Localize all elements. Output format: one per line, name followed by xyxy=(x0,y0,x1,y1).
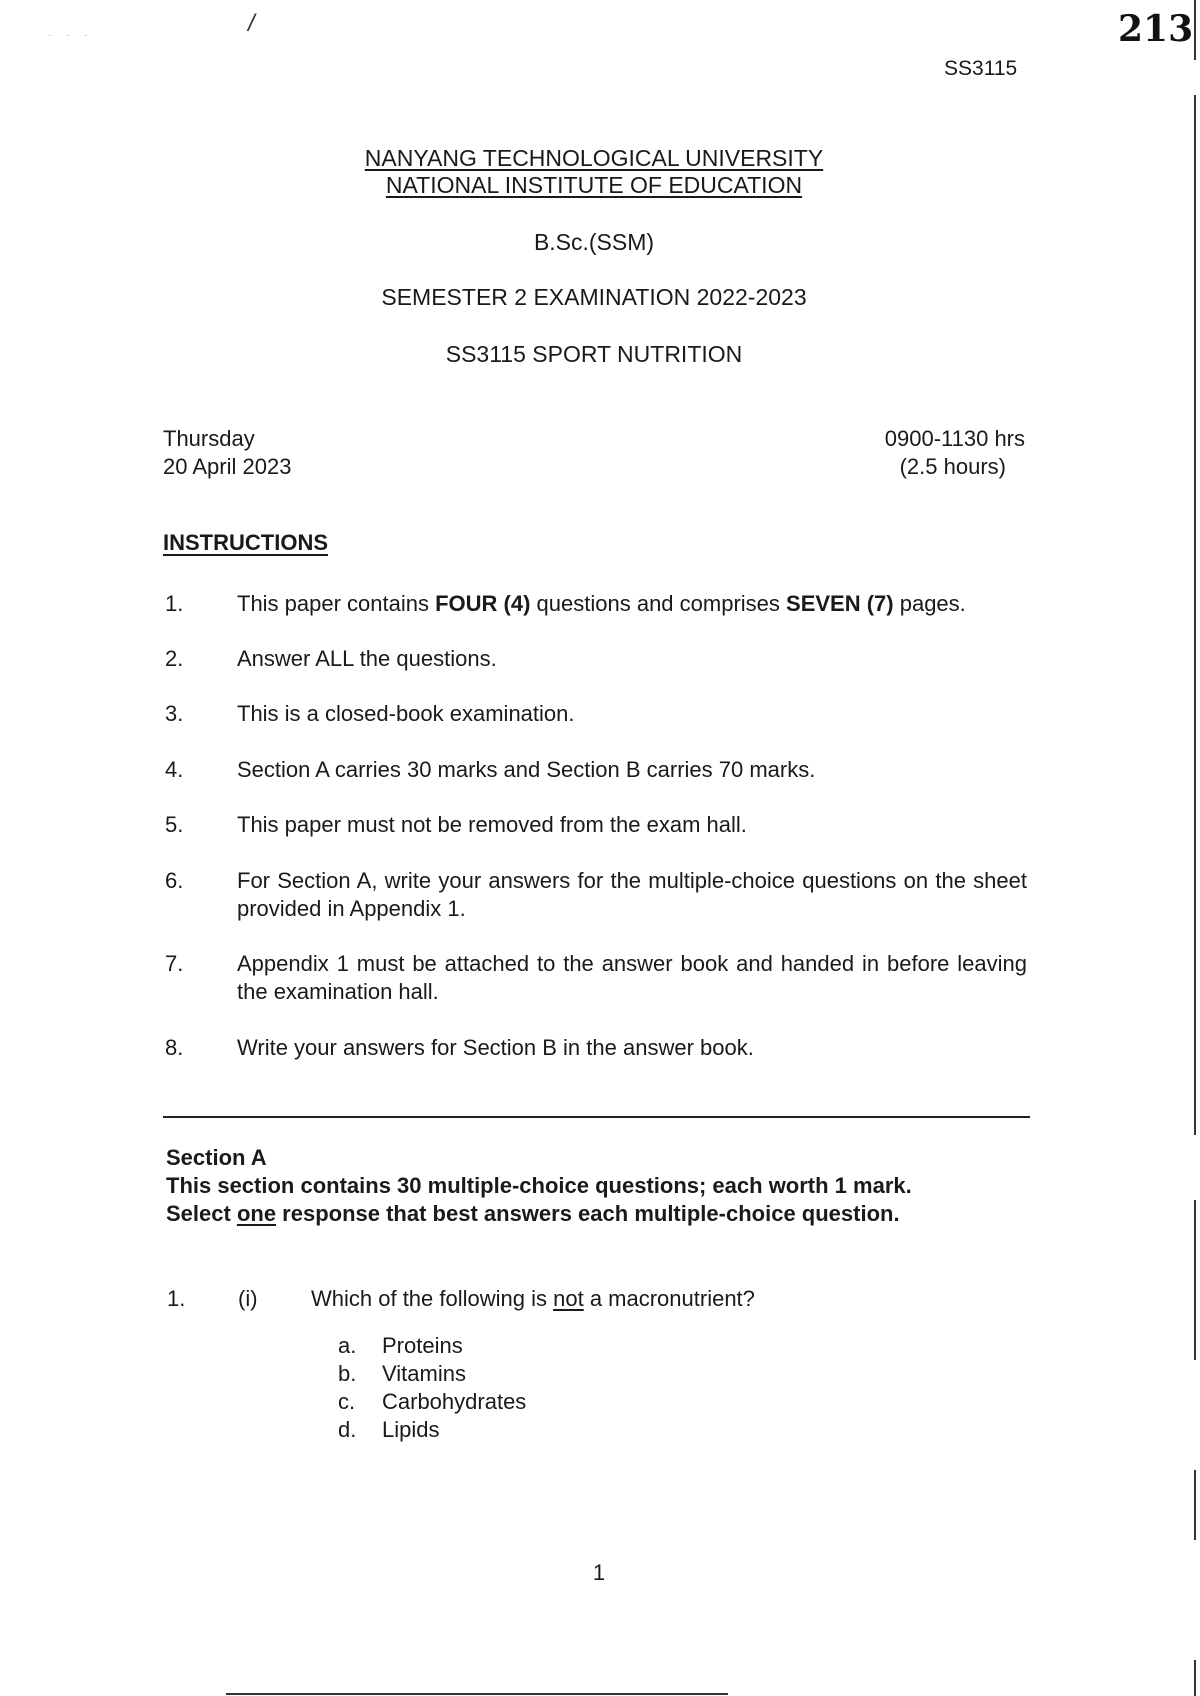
scan-specks: · · · xyxy=(48,30,94,41)
instruction-text: Write your answers for Section B in the answer book. xyxy=(237,1035,754,1060)
degree: B.Sc.(SSM) xyxy=(533,229,655,255)
exam-day: Thursday xyxy=(163,426,255,451)
course-title: SS3115 SPORT NUTRITION xyxy=(445,341,743,367)
instruction-number: 8. xyxy=(165,1035,184,1060)
university-name: NANYANG TECHNOLOGICAL UNIVERSITY xyxy=(364,145,824,171)
instruction-text: Appendix 1 must be attached to the answer book and handed in before leaving the examination hall. xyxy=(237,951,1027,1004)
instruction-number: 4. xyxy=(165,757,184,782)
instruction-number: 3. xyxy=(165,701,184,726)
page-stamp-number: 213 xyxy=(1118,8,1194,50)
instruction-number: 1. xyxy=(165,591,184,616)
page-number: 1 xyxy=(592,1560,606,1585)
instruction-number: 2. xyxy=(165,646,184,671)
scan-mark: / xyxy=(248,10,255,37)
scan-edge xyxy=(1194,95,1196,1135)
exam-title: SEMESTER 2 EXAMINATION 2022-2023 xyxy=(381,284,807,310)
scan-edge xyxy=(1194,1200,1196,1360)
question-number: 1. xyxy=(167,1286,186,1311)
instruction-number: 5. xyxy=(165,812,184,837)
instruction-text: This paper contains FOUR (4) questions and comprises SEVEN (7) pages. xyxy=(237,591,966,616)
section-a-title: Section A xyxy=(166,1145,267,1170)
emphasis-not: not xyxy=(553,1286,584,1311)
instructions-heading: INSTRUCTIONS xyxy=(163,530,328,555)
exam-duration: (2.5 hours) xyxy=(899,454,1006,479)
emphasis-one: one xyxy=(236,1201,277,1226)
section-a-description: This section contains 30 multiple-choice questions; each worth 1 mark. xyxy=(166,1173,912,1198)
instruction-text: Section A carries 30 marks and Section B carries 70 marks. xyxy=(237,757,816,782)
question-stem: Which of the following is not a macronutrient? xyxy=(311,1286,755,1311)
course-code: SS3115 xyxy=(944,57,1018,80)
exam-time: 0900-1130 hrs xyxy=(884,426,1025,451)
section-a-instruction: Select one response that best answers each multiple-choice question. xyxy=(166,1201,900,1226)
exam-date: 20 April 2023 xyxy=(163,454,292,479)
option-c: c. Carbohydrates xyxy=(338,1389,527,1414)
option-d: d. Lipids xyxy=(338,1417,440,1442)
instruction-text: For Section A, write your answers for the multiple-choice questions on the sheet provided in Appendix 1. xyxy=(237,868,1027,921)
bottom-scan-line xyxy=(226,1693,728,1695)
option-b: b. Vitamins xyxy=(338,1361,466,1386)
instruction-text: Answer ALL the questions. xyxy=(237,646,497,671)
question-part: (i) xyxy=(238,1286,258,1311)
scan-edge xyxy=(1194,0,1196,60)
instruction-text: This is a closed-book examination. xyxy=(237,701,575,726)
instruction-number: 6. xyxy=(165,868,184,893)
scan-edge xyxy=(1194,1660,1196,1696)
instruction-number: 7. xyxy=(165,951,184,976)
scan-edge xyxy=(1194,1470,1196,1540)
option-a: a. Proteins xyxy=(338,1333,463,1358)
section-divider xyxy=(163,1116,1030,1118)
instruction-text: This paper must not be removed from the exam hall. xyxy=(237,812,747,837)
institute-name: NATIONAL INSTITUTE OF EDUCATION xyxy=(385,172,803,198)
